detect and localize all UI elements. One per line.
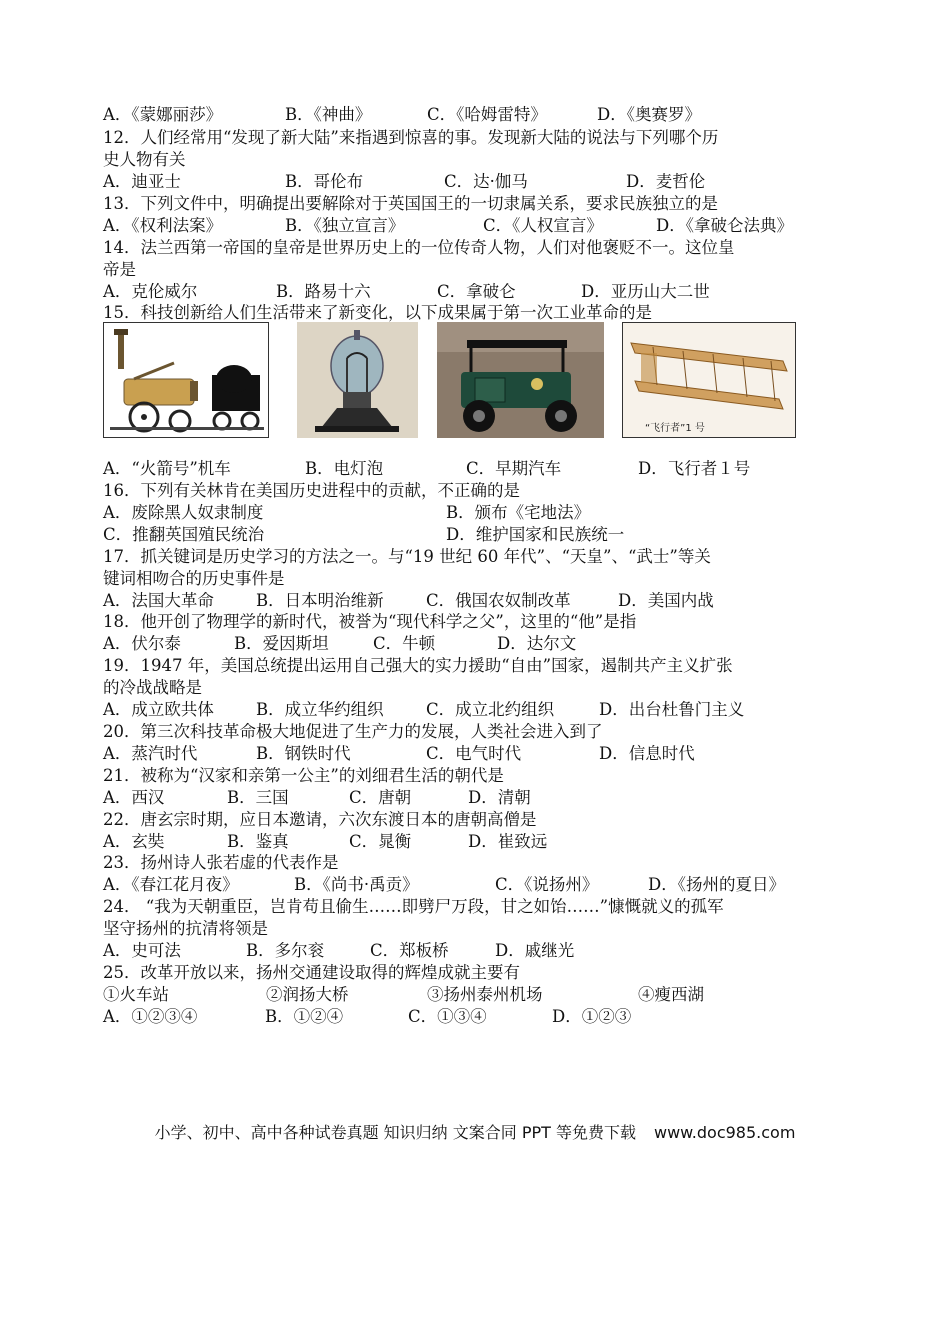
option-c: C．《说扬州》	[495, 875, 599, 894]
option-b: B．《独立宣言》	[285, 216, 405, 235]
item-1: ①火车站	[103, 985, 169, 1004]
option-c: C．①③④	[408, 1007, 487, 1026]
option-a: A．“火箭号”机车	[103, 459, 231, 478]
option-c: C．拿破仑	[437, 282, 516, 301]
option-b: B．《尚书·禹贡》	[294, 875, 419, 894]
option-d: D．麦哲伦	[626, 172, 706, 191]
option-a: A．《春江花月夜》	[103, 875, 239, 894]
locomotive-icon	[104, 323, 268, 437]
option-c: C．《哈姆雷特》	[427, 105, 547, 124]
option-b: B．钢铁时代	[256, 744, 351, 763]
q17-stem-2: 键词相吻合的历史事件是	[103, 569, 285, 588]
option-c: C．《人权宣言》	[483, 216, 603, 235]
option-d: D．《扬州的夏日》	[648, 875, 785, 894]
option-d: D．美国内战	[618, 591, 714, 610]
option-b: B．三国	[227, 788, 289, 807]
option-b: B．多尔衮	[246, 941, 325, 960]
item-3: ③扬州泰州机场	[427, 985, 543, 1004]
option-d: D．亚历山大二世	[581, 282, 710, 301]
option-d: D．戚继光	[495, 941, 575, 960]
q24-stem-1: 24． “我为天朝重臣，岂肯苟且偷生……即劈尸万段，甘之如饴……”慷慨就义的孤军	[103, 897, 724, 916]
option-c: C．达·伽马	[444, 172, 528, 191]
option-c: C．电气时代	[426, 744, 522, 763]
light-bulb-icon	[297, 322, 418, 438]
q24-stem-2: 坚守扬州的抗清将领是	[103, 919, 268, 938]
footer-site-link[interactable]: www.doc985.com	[654, 1123, 796, 1142]
option-d: D．达尔文	[497, 634, 577, 653]
option-d: D．出台杜鲁门主义	[599, 700, 745, 719]
option-c: C．早期汽车	[466, 459, 562, 478]
q16-stem: 16．下列有关林肯在美国历史进程中的贡献，不正确的是	[103, 481, 520, 500]
q14-stem-2: 帝是	[103, 260, 136, 279]
option-d: D．①②③	[552, 1007, 632, 1026]
q21-stem: 21．被称为“汉家和亲第一公主”的刘细君生活的朝代是	[103, 766, 504, 785]
option-c: C．俄国农奴制改革	[426, 591, 571, 610]
q13-stem: 13．下列文件中，明确提出要解除对于英国国王的一切隶属关系，要求民族独立的是	[103, 194, 718, 213]
option-a: A．成立欧共体	[103, 700, 214, 719]
option-a: A．《蒙娜丽莎》	[103, 105, 223, 124]
option-d: D．清朝	[468, 788, 531, 807]
option-c: C．成立北约组织	[426, 700, 555, 719]
q22-stem: 22．唐玄宗时期，应日本邀请，六次东渡日本的唐朝高僧是	[103, 810, 537, 829]
airplane-icon	[623, 323, 795, 437]
option-a: A．《权利法案》	[103, 216, 223, 235]
option-d: D．《奥赛罗》	[597, 105, 701, 124]
option-c: C．推翻英国殖民统治	[103, 525, 265, 544]
flyer-caption: “飞行者”1 号	[645, 423, 705, 434]
option-c: C．唐朝	[349, 788, 412, 807]
option-b: B．①②④	[265, 1007, 344, 1026]
light-bulb-image	[297, 322, 418, 438]
option-b: B．电灯泡	[305, 459, 384, 478]
option-b: B．日本明治维新	[256, 591, 384, 610]
flyer-airplane-image	[622, 322, 796, 438]
footer	[0, 1120, 950, 1143]
option-a: A．克伦威尔	[103, 282, 198, 301]
locomotive-image	[103, 322, 269, 438]
footer-text: 小学、初中、高中各种试卷真题 知识归纳 文案合同 PPT 等免费下载	[154, 1123, 636, 1142]
q19-stem-1: 19．1947 年，美国总统提出运用自己强大的实力援助“自由”国家，遏制共产主义扩张	[103, 656, 733, 675]
option-b: B．鉴真	[227, 832, 289, 851]
option-a: A．史可法	[103, 941, 181, 960]
option-d: D．崔致远	[468, 832, 548, 851]
q14-stem-1: 14．法兰西第一帝国的皇帝是世界历史上的一位传奇人物，人们对他褒贬不一。这位皇	[103, 238, 735, 257]
option-a: A．废除黑人奴隶制度	[103, 503, 264, 522]
q25-stem: 25．改革开放以来，扬州交通建设取得的辉煌成就主要有	[103, 963, 520, 982]
option-d: D．《拿破仑法典》	[656, 216, 793, 235]
option-b: B．成立华约组织	[256, 700, 384, 719]
q17-stem-1: 17．抓关键词是历史学习的方法之一。与“19 世纪 60 年代”、“天皇”、“武士”等关	[103, 547, 711, 566]
option-a: A．①②③④	[103, 1007, 198, 1026]
option-b: B．爱因斯坦	[234, 634, 329, 653]
option-d: D．维护国家和民族统一	[446, 525, 625, 544]
q18-stem: 18．他开创了物理学的新时代，被誉为“现代科学之父”，这里的“他”是指	[103, 612, 637, 631]
option-a: A．玄奘	[103, 832, 165, 851]
item-2: ②润扬大桥	[266, 985, 349, 1004]
q12-stem-2: 史人物有关	[103, 150, 186, 169]
q20-stem: 20．第三次科技革命极大地促进了生产力的发展，人类社会进入到了	[103, 722, 603, 741]
q15-stem: 15．科技创新给人们生活带来了新变化，以下成果属于第一次工业革命的是	[103, 303, 652, 322]
option-d: D．飞行者１号	[638, 459, 751, 478]
option-b: B．《神曲》	[285, 105, 372, 124]
option-c: C．牛顿	[373, 634, 436, 653]
option-b: B．路易十六	[276, 282, 371, 301]
car-icon	[437, 322, 604, 438]
q19-stem-2: 的冷战战略是	[103, 678, 202, 697]
option-a: A．伏尔泰	[103, 634, 181, 653]
q23-stem: 23．扬州诗人张若虚的代表作是	[103, 853, 339, 872]
option-c: C．晁衡	[349, 832, 412, 851]
q12-stem-1: 12．人们经常用“发现了新大陆”来指遇到惊喜的事。发现新大陆的说法与下列哪个历	[103, 128, 719, 147]
item-4: ④瘦西湖	[638, 985, 704, 1004]
option-d: D．信息时代	[599, 744, 695, 763]
option-b: B．颁布《宅地法》	[446, 503, 591, 522]
option-a: A．蒸汽时代	[103, 744, 198, 763]
early-car-image	[437, 322, 604, 438]
option-b: B．哥伦布	[285, 172, 364, 191]
option-a: A．迪亚士	[103, 172, 181, 191]
option-c: C．郑板桥	[370, 941, 449, 960]
option-a: A．西汉	[103, 788, 165, 807]
option-a: A．法国大革命	[103, 591, 214, 610]
